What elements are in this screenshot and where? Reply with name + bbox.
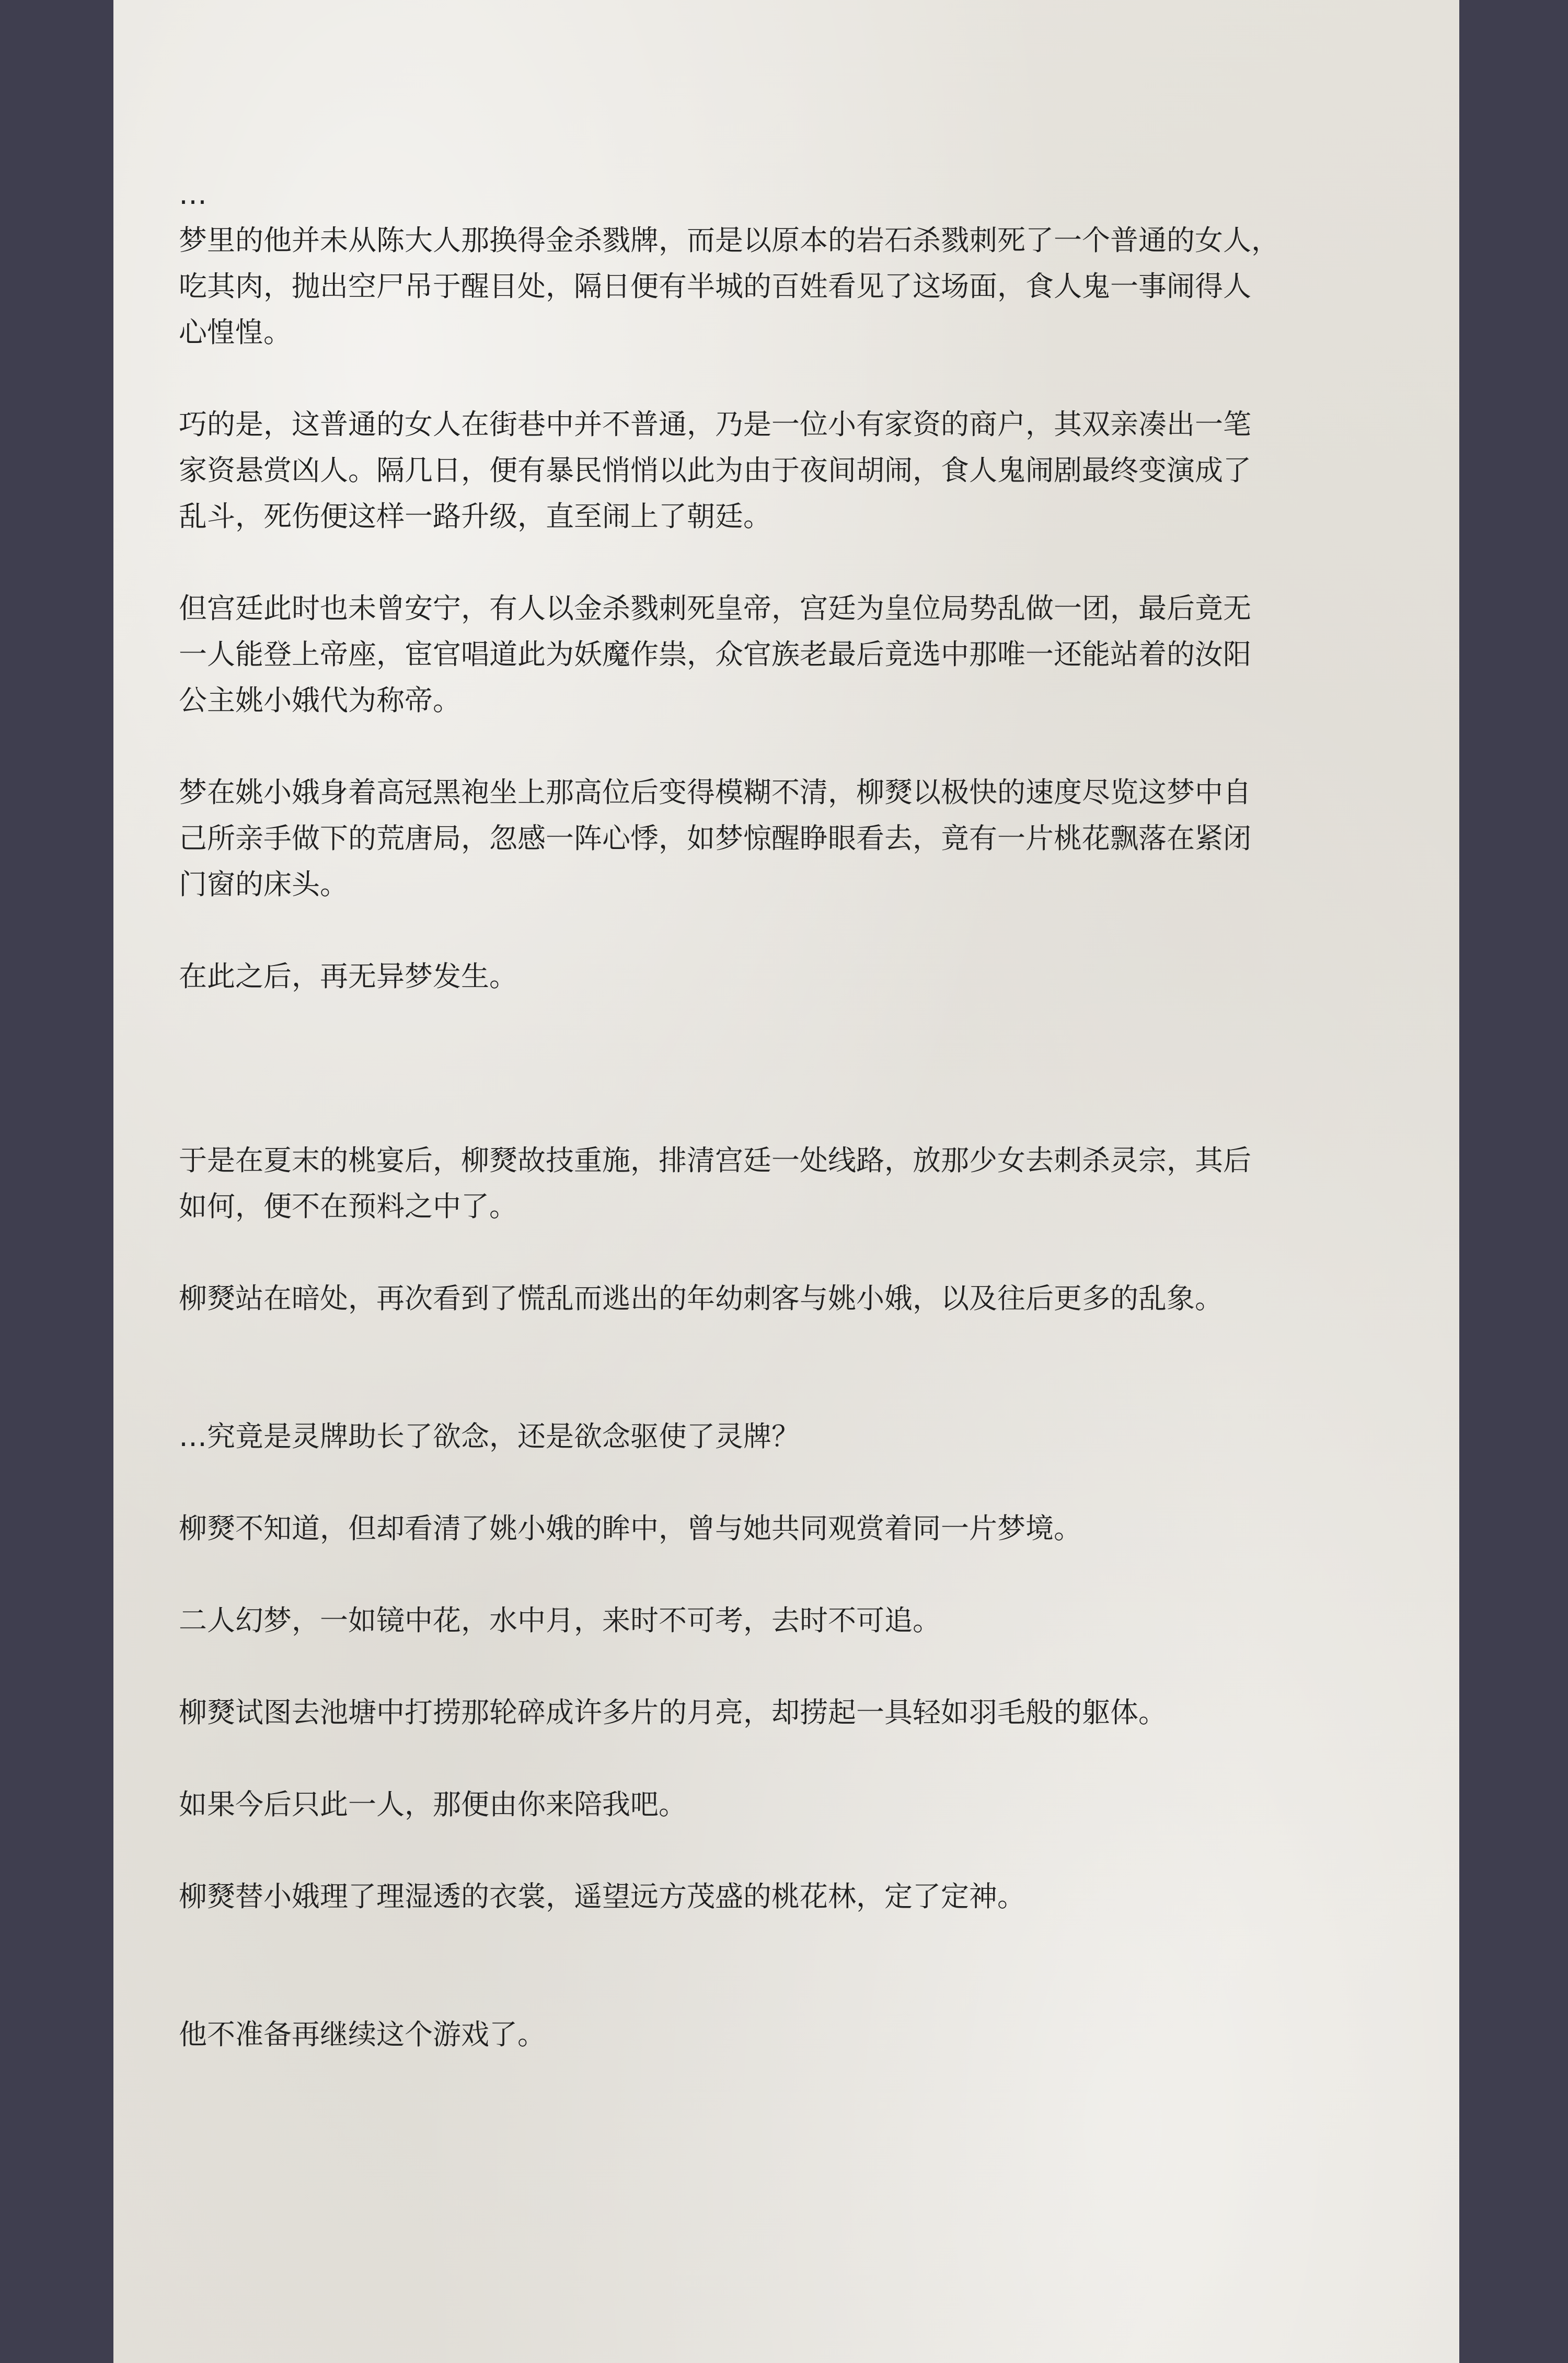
paragraph-11-line-1: 柳燹试图去池塘中打捞那轮碎成许多片的月亮，却捞起一具轻如羽毛般的躯体。: [179, 1696, 1167, 1729]
paragraph-1-line-3: 吃其肉，抛出空尸吊于醒目处，隔日便有半城的百姓看见了这场面，食人鬼一事闹得人: [179, 270, 1251, 303]
paragraph-4-line-2: 己所亲手做下的荒唐局，忽感一阵心悸，如梦惊醒睁眼看去，竟有一片桃花飘落在紧闭: [179, 822, 1251, 855]
paragraph-4-line-1: 梦在姚小娥身着高冠黑袍坐上那高位后变得模糊不清，柳燹以极快的速度尽览这梦中自: [179, 776, 1251, 809]
paragraph-7-line-1: 柳燹站在暗处，再次看到了慌乱而逃出的年幼刺客与姚小娥，以及往后更多的乱象。: [179, 1282, 1223, 1315]
section-gap: [179, 1000, 1397, 1092]
paragraph-gap: [179, 1736, 1397, 1782]
paragraph-gap: [179, 540, 1397, 586]
paragraph-14-line-1: 他不准备再继续这个游戏了。: [179, 2018, 546, 2051]
paragraph-gap: [179, 1828, 1397, 1874]
paragraph-1-line-4: 心惶惶。: [179, 316, 292, 349]
paragraph-5-line-1: 在此之后，再无异梦发生。: [179, 960, 517, 993]
paragraph-1-line-2: 梦里的他并未从陈大人那换得金杀戮牌，而是以原本的岩石杀戮刺死了一个普通的女人，: [179, 224, 1279, 257]
paragraph-9-line-1: 柳燹不知道，但却看清了姚小娥的眸中，曾与她共同观赏着同一片梦境。: [179, 1512, 1082, 1545]
story-text: [179, 171, 1397, 2058]
paragraph-3-line-1: 但宫廷此时也未曾安宁，有人以金杀戮刺死皇帝，宫廷为皇位局势乱做一团，最后竟无: [179, 592, 1251, 625]
paragraph-2-line-2: 家资悬赏凶人。隔几日，便有暴民悄悄以此为由于夜间胡闹，食人鬼闹剧最终变演成了: [179, 454, 1251, 487]
section-gap: [179, 1322, 1397, 1414]
paragraph-12-line-1: 如果今后只此一人，那便由你来陪我吧。: [179, 1788, 687, 1821]
paragraph-gap: [179, 1552, 1397, 1598]
paragraph-gap: [179, 724, 1397, 770]
paragraph-gap: [179, 1230, 1397, 1276]
paragraph-2-line-3: 乱斗，死伤便这样一路升级，直至闹上了朝廷。: [179, 500, 771, 533]
paragraph-13-line-1: 柳燹替小娥理了理湿透的衣裳，遥望远方茂盛的桃花林，定了定神。: [179, 1880, 1025, 1913]
paper-background: [113, 0, 1459, 2363]
paragraph-8-line-1: …究竟是灵牌助长了欲念，还是欲念驱使了灵牌？: [179, 1420, 800, 1453]
paragraph-6-line-1: 于是在夏末的桃宴后，柳燹故技重施，排清宫廷一处线路，放那少女去刺杀灵宗，其后: [179, 1144, 1251, 1177]
paragraph-4-line-3: 门窗的床头。: [179, 868, 348, 901]
paragraph-gap: [179, 1644, 1397, 1690]
paragraph-gap: [179, 908, 1397, 954]
section-gap: [179, 1092, 1397, 1138]
paragraph-3-line-3: 公主姚小娥代为称帝。: [179, 684, 461, 717]
paragraph-gap: [179, 355, 1397, 402]
paragraph-1-line-1: …: [179, 178, 207, 211]
paragraph-10-line-1: 二人幻梦，一如镜中花，水中月，来时不可考，去时不可追。: [179, 1604, 941, 1637]
paragraph-gap: [179, 1460, 1397, 1506]
paragraph-2-line-1: 巧的是，这普通的女人在街巷中并不普通，乃是一位小有家资的商户，其双亲凑出一笔: [179, 408, 1251, 441]
paragraph-6-line-2: 如何，便不在预料之中了。: [179, 1190, 517, 1223]
paragraph-3-line-2: 一人能登上帝座，宦官唱道此为妖魔作祟，众官族老最后竟选中那唯一还能站着的汝阳: [179, 638, 1251, 671]
section-gap: [179, 1920, 1397, 2012]
